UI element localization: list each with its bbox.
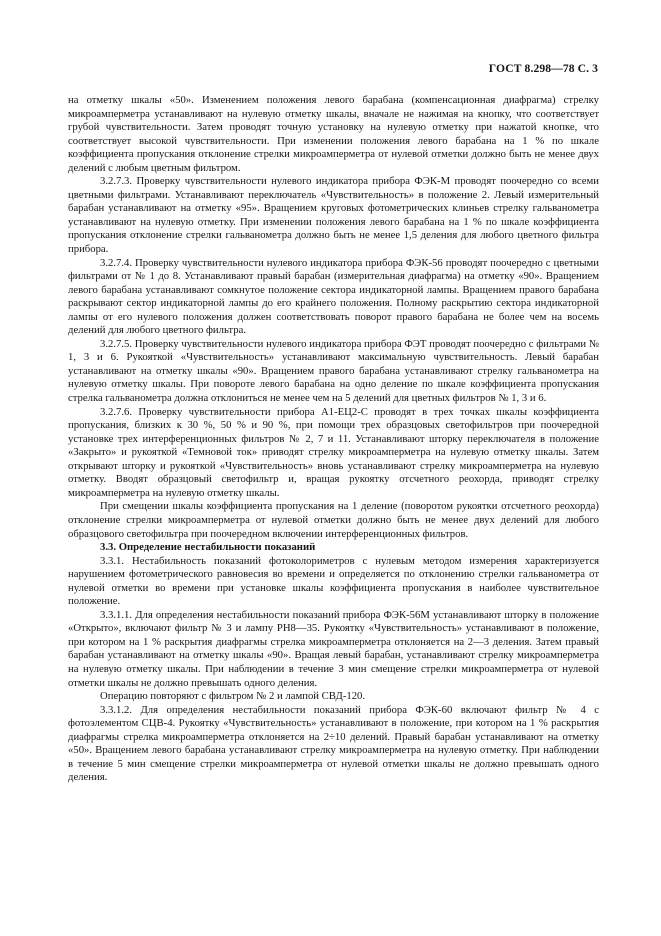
section-heading-3-3: 3.3. Определение нестабильности показаний: [100, 541, 316, 554]
paragraph-continuation: на отметку шкалы «50». Изменением положения левого барабана (компенсационная диафрагма) стрелку микроамперметра устанавливают на нулевую отметку шкалы, вначале не нажимая на кнопку, что соответствует грубой чувствительности. Затем проводят точную установку на нулевую отметку при нажатой кнопке, что соответствует высокой чувствительности. При изменении положения левого барабана на 1 % по шкале коэффициента пропускания отклонение стрелки микроамперметра от нулевой отметки должно быть не менее двух делений с любым цветным фильтром.: [68, 94, 599, 174]
paragraph-3-3-1: 3.3.1. Нестабильность показаний фотоколориметров с нулевым методом измерения характеризуется нарушением фотометрического равновесия во времени и определяется по отклонению стрелки гальванометра от нулевой отметки во времени при установке шкалы коэффициента пропускания в наиболее чувствительное положение.: [68, 554, 599, 608]
paragraph-3-2-7-4: 3.2.7.4. Проверку чувствительности нулевого индикатора прибора ФЭК-56 проводят поочередно с цветными фильтрами от № 1 до 8. Устанавливают правый барабан (измерительная диафрагма) на отметку «90». Вращением левого барабана устанавливают сомкнутое положение сектора индикаторной лампы. Вращением правого барабана раскрывают сектор индикаторной лампы до его крайнего положения. Полному раскрытию сектора индикаторной лампы от его нулевого положения должен соответствовать поворот правого барабана не более чем на восемь делений для любого цветного фильтра.: [68, 256, 599, 337]
paragraph-scale-shift: При смещении шкалы коэффициента пропускания на 1 деление (поворотом рукоятки отсчетного реохорда) отклонение стрелки микроамперметра от нулевой отметки должно быть не менее двух делений для любого образцового светофильтра при поочередном включении интерференционных фильтров.: [68, 500, 599, 540]
page-header: ГОСТ 8.298—78 С. 3: [488, 62, 598, 75]
paragraph-3-2-7-5: 3.2.7.5. Проверку чувствительности нулевого индикатора прибора ФЭТ проводят поочередно с фильтрами № 1, 3 и 6. Рукояткой «Чувствительность» устанавливают максимальную чувствительность. Левый барабан устанавливают на отметку шкалы «90». Вращением правого барабана устанавливают стрелку гальванометра на нулевую отметку шкалы. При повороте левого барабана на одно деление по шкале коэффициента пропускания стрелка гальванометра должна отклониться не менее чем на 5 делений для цветных фильтров № 1, 3 и 6.: [68, 337, 599, 405]
paragraph-repeat-operation: Операцию повторяют с фильтром № 2 и лампой СВД-120.: [100, 690, 366, 703]
paragraph-3-2-7-6: 3.2.7.6. Проверку чувствительности прибора А1-ЕЦ2-С проводят в трех точках шкалы коэффициента пропускания, близких к 30 %, 50 % и 90 %, при помощи трех образцовых светофильтров при поочередной установке трех интерференционных фильтров № 2, 7 и 11. Устанавливают шторку переключателя в положение «Закрыто» и рукояткой «Темновой ток» приводят стрелку микроамперметра на нулевую отметку шкалы. Затем открывают шторку и рукояткой «Чувствительность» вновь устанавливают стрелку микроамперметра на нулевую отметку. Вводят образцовый светофильтр и, вращая рукоятку отсчетного реохорда, приводят стрелку микроамперметра на нулевую отметку шкалы.: [68, 405, 599, 499]
paragraph-3-3-1-1: 3.3.1.1. Для определения нестабильности показаний прибора ФЭК-56М устанавливают шторку в положение «Открыто», включают фильтр № 3 и лампу РН8—35. Рукоятку «Чувствительность» устанавливают в положение, при котором на 1 % раскрытия диафрагмы стрелка микроамперметра отклоняется на 2—3 деления. Затем правый барабан устанавливают на отметку шкалы «90». Вращая левый барабан, устанавливают стрелку микроамперметра на нулевую отметку шкалы. При наблюдении в течение 3 мин смещение стрелки микроамперметра от нулевой отметки шкалы не должно превышать одного деления.: [68, 608, 599, 689]
body-text: [68, 62, 599, 785]
paragraph-3-3-1-2: 3.3.1.2. Для определения нестабильности показаний прибора ФЭК-60 включают фильтр № 4 с фотоэлементом СЦВ-4. Рукоятку «Чувствительность» устанавливают в положение, при котором на 1 % раскрытия диафрагмы стрелка микроамперметра отклоняется на 2÷10 делений. Правый барабан устанавливают на отметку «50». Вращением левого барабана устанавливают стрелку микроамперметра на нулевую отметку. При наблюдении в течение 5 мин смещение стрелки микроамперметра от нулевой отметки шкалы не должно превышать одного деления.: [68, 703, 599, 784]
paragraph-3-2-7-3: 3.2.7.3. Проверку чувствительности нулевого индикатора прибора ФЭК-М проводят поочередно со всеми цветными фильтрами. Устанавливают переключатель «Чувствительность» в положение 2. Левый измерительный барабан устанавливают на отметку «95». Вращением круговых фотометрических клиньев стрелку гальванометра устанавливают на нулевую отметку. При изменении положения левого барабана на 1 % по шкале коэффициента пропускания отклонение стрелки гальванометра должно быть не менее 1,5 деления для любого цветного фильтра прибора.: [68, 175, 599, 256]
